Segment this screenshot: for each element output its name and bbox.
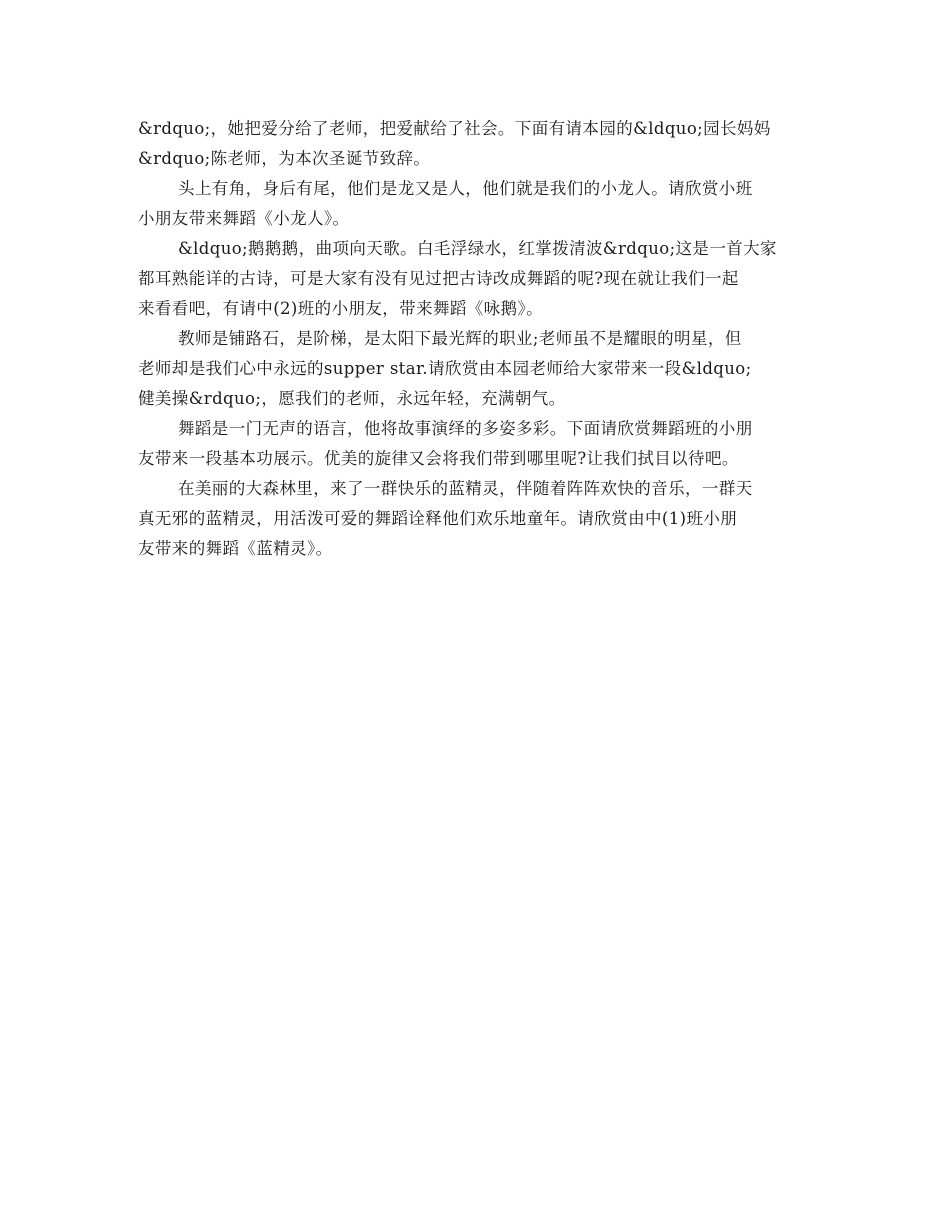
paragraph-line: 健美操&rdquo;，愿我们的老师，永远年轻，充满朝气。 xyxy=(138,389,566,408)
paragraph-4 xyxy=(138,324,812,414)
paragraph-line: &rdquo;，她把爱分给了老师，把爱献给了社会。下面有请本园的&ldquo;园长妈妈 xyxy=(138,119,771,138)
paragraph-2 xyxy=(138,174,812,234)
paragraph-line: 舞蹈是一门无声的语言，他将故事演绎的多姿多彩。下面请欣赏舞蹈班的小朋 xyxy=(178,419,753,438)
paragraph-line: 小朋友带来舞蹈《小龙人》。 xyxy=(138,209,350,228)
paragraph-5 xyxy=(138,414,812,474)
paragraph-6 xyxy=(138,474,812,564)
paragraph-line: 老师却是我们心中永远的supper star.请欣赏由本园老师给大家带来一段&ldquo; xyxy=(138,359,752,378)
paragraph-line: 友带来的舞蹈《蓝精灵》。 xyxy=(138,539,333,558)
paragraph-line: 友带来一段基本功展示。优美的旋律又会将我们带到哪里呢?让我们拭目以待吧。 xyxy=(138,449,739,468)
paragraph-line: 都耳熟能详的古诗，可是大家有没有见过把古诗改成舞蹈的呢?现在就让我们一起 xyxy=(138,269,739,288)
paragraph-line: 头上有角，身后有尾，他们是龙又是人，他们就是我们的小龙人。请欣赏小班 xyxy=(178,179,753,198)
paragraph-line: &rdquo;陈老师，为本次圣诞节致辞。 xyxy=(138,149,431,168)
document-body xyxy=(138,114,812,564)
paragraph-line: 在美丽的大森林里，来了一群快乐的蓝精灵，伴随着阵阵欢快的音乐，一群天 xyxy=(178,479,753,498)
paragraph-1 xyxy=(138,114,812,174)
paragraph-line: 来看看吧，有请中(2)班的小朋友，带来舞蹈《咏鹅》。 xyxy=(138,299,544,318)
paragraph-3 xyxy=(138,234,812,324)
paragraph-line: &ldquo;鹅鹅鹅，曲项向天歌。白毛浮绿水，红掌拨清波&rdquo;这是一首大家 xyxy=(178,239,777,258)
paragraph-line: 真无邪的蓝精灵，用活泼可爱的舞蹈诠释他们欢乐地童年。请欣赏由中(1)班小朋 xyxy=(138,509,738,528)
paragraph-line: 教师是铺路石，是阶梯，是太阳下最光辉的职业;老师虽不是耀眼的明星，但 xyxy=(178,329,742,348)
